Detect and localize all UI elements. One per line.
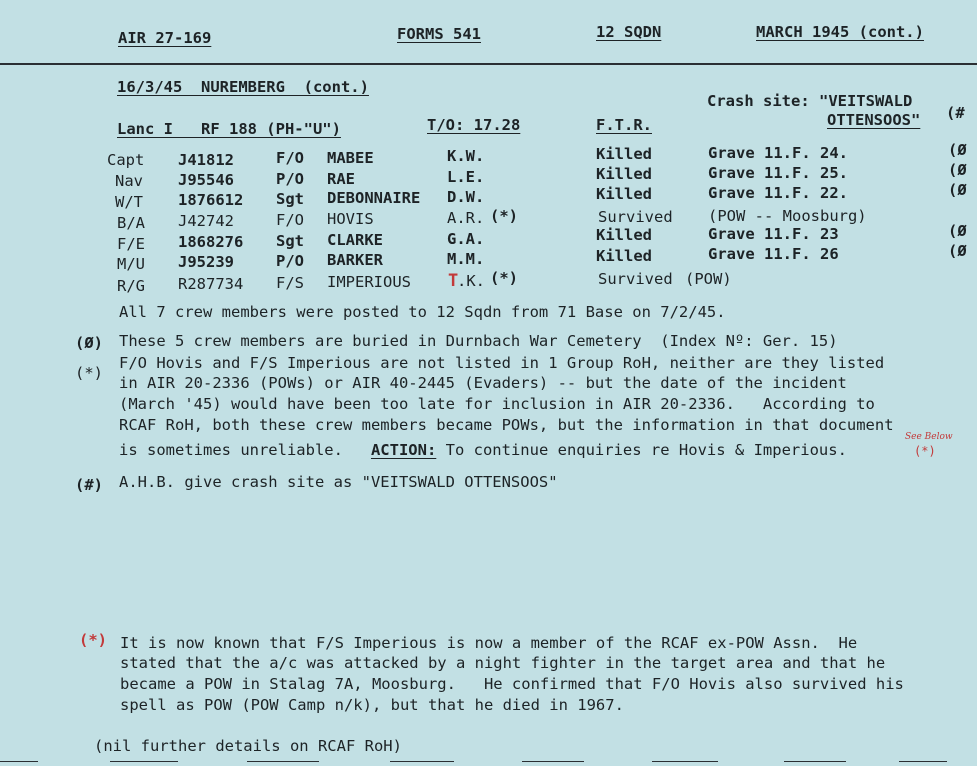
crew-rank: F/O xyxy=(276,211,304,229)
crew-rank: P/O xyxy=(276,252,304,270)
crew-rank: F/O xyxy=(276,149,304,167)
crew-role: W/T xyxy=(115,193,143,211)
form-dash xyxy=(784,761,846,762)
crew-initials: M.M. xyxy=(447,250,485,268)
buried-marker: (Ø) xyxy=(75,334,103,352)
crew-rank: P/O xyxy=(276,170,304,188)
form-dash xyxy=(247,761,319,762)
crew-fate: Killed xyxy=(596,226,652,244)
crew-role: Nav xyxy=(115,172,143,190)
crew-surname: IMPERIOUS xyxy=(327,273,411,291)
crew-role: R/G xyxy=(117,277,145,295)
form-dash xyxy=(110,761,178,762)
crew-fate: Killed xyxy=(596,145,652,163)
crash-site-line1: Crash site: "VEITSWALD xyxy=(707,92,913,110)
buried-note: These 5 crew members are buried in Durnbach War Cemetery (Index Nº: Ger. 15) xyxy=(119,332,838,350)
star-note-line xyxy=(119,440,847,461)
crew-fate: Survived xyxy=(598,208,673,226)
hash-note: A.H.B. give crash site as "VEITSWALD OTTENSOOS" xyxy=(119,473,558,491)
crew-star-mark: (*) xyxy=(490,207,518,225)
later-note-line: became a POW in Stalag 7A, Moosburg. He confirmed that F/O Hovis also survived his xyxy=(120,675,904,693)
crew-detail: Grave 11.F. 22. xyxy=(708,184,848,202)
red-correction-mark: T xyxy=(448,271,459,291)
crew-rank: Sgt xyxy=(276,190,304,208)
footer-note: (nil further details on RCAF RoH) xyxy=(94,737,402,755)
later-note-line: spell as POW (POW Camp n/k), but that he died in 1967. xyxy=(120,696,624,714)
action-text: To continue enquiries re Hovis & Imperious. xyxy=(436,441,847,459)
later-marker: (*) xyxy=(79,631,107,649)
crew-fate: Survived xyxy=(598,270,673,288)
star-note-line: F/O Hovis and F/S Imperious are not listed in 1 Group RoH, neither are they listed xyxy=(119,354,885,372)
crew-fate: Killed xyxy=(596,165,652,183)
crew-initials: .K. xyxy=(457,272,485,290)
crew-detail: Grave 11.F. 26 xyxy=(708,245,839,263)
crew-note: (Ø xyxy=(948,242,967,260)
crew-role: Capt xyxy=(107,151,145,169)
crew-detail: (POW) xyxy=(685,270,732,288)
header-rule xyxy=(0,63,977,65)
crew-posted-note: All 7 crew members were posted to 12 Sqdn from 71 Base on 7/2/45. xyxy=(119,303,726,321)
star-note-line: RCAF RoH, both these crew members became POWs, but the information in that document xyxy=(119,416,894,434)
crew-initials: G.A. xyxy=(447,230,485,248)
ftr-heading: F.T.R. xyxy=(596,116,652,134)
crew-number: J41812 xyxy=(178,151,234,169)
crew-note: (Ø xyxy=(948,141,967,159)
crew-fate: Killed xyxy=(596,247,652,265)
crew-rank: Sgt xyxy=(276,232,304,250)
crew-number: J95546 xyxy=(178,171,234,189)
crew-surname: CLARKE xyxy=(327,231,383,249)
crew-fate: Killed xyxy=(596,185,652,203)
crew-initials: K.W. xyxy=(447,147,485,165)
crash-site-line2: OTTENSOOS" xyxy=(827,111,921,129)
handwritten-star: (*) xyxy=(914,444,936,458)
handwritten-see-below: See Below xyxy=(905,432,953,442)
crew-number: 1876612 xyxy=(178,191,244,209)
crew-surname: DEBONNAIRE xyxy=(327,189,421,207)
star-note-line: (March '45) would have been too late for inclusion in AIR 20-2336. According to xyxy=(119,395,875,413)
form-dash xyxy=(899,761,947,762)
crew-initials: L.E. xyxy=(447,168,485,186)
action-label: ACTION: xyxy=(370,441,437,459)
crew-note: (Ø xyxy=(948,181,967,199)
crew-role: F/E xyxy=(117,235,145,253)
crew-note: (Ø xyxy=(948,222,967,240)
star-marker: (*) xyxy=(75,364,103,382)
crew-number: 1868276 xyxy=(178,233,244,251)
form-dash xyxy=(652,761,718,762)
star-note-tail: is sometimes unreliable. xyxy=(119,441,343,459)
form-dash xyxy=(390,761,454,762)
later-note-line: It is now known that F/S Imperious is now a member of the RCAF ex-POW Assn. He xyxy=(120,634,858,652)
crew-role: M/U xyxy=(117,255,145,273)
crew-rank: F/S xyxy=(276,274,304,292)
later-note-line: stated that the a/c was attacked by a night fighter in the target area and that he xyxy=(120,654,886,672)
form-dash xyxy=(522,761,584,762)
crew-detail: Grave 11.F. 25. xyxy=(708,164,848,182)
crew-note: (Ø xyxy=(948,161,967,179)
takeoff-time: T/O: 17.28 xyxy=(427,116,521,134)
forms-reference: FORMS 541 xyxy=(397,25,481,43)
squadron-label: 12 SQDN xyxy=(596,23,662,41)
crew-number: R287734 xyxy=(178,275,244,293)
crew-surname: RAE xyxy=(327,170,355,188)
crew-surname: MABEE xyxy=(327,149,374,167)
month-label: MARCH 1945 (cont.) xyxy=(756,23,924,41)
star-note-line: in AIR 20-2336 (POWs) or AIR 40-2445 (Evaders) -- but the date of the incident xyxy=(119,374,847,392)
crew-initials: D.W. xyxy=(447,188,485,206)
aircraft-id: Lanc I RF 188 (PH-"U") xyxy=(117,120,341,138)
crew-initials: A.R. xyxy=(447,209,485,227)
hash-marker: (#) xyxy=(75,476,103,494)
crew-role: B/A xyxy=(117,214,145,232)
crash-site-marker: (# xyxy=(946,104,965,122)
crew-detail: (POW -- Moosburg) xyxy=(708,207,867,225)
crew-surname: BARKER xyxy=(327,251,383,269)
raid-date-target: 16/3/45 NUREMBERG (cont.) xyxy=(117,78,369,96)
form-dash xyxy=(0,761,38,762)
crew-number: J95239 xyxy=(178,253,234,271)
crew-detail: Grave 11.F. 24. xyxy=(708,144,848,162)
crew-surname: HOVIS xyxy=(327,210,374,228)
crew-star-mark: (*) xyxy=(490,269,518,287)
crew-number: J42742 xyxy=(178,212,234,230)
air-reference: AIR 27-169 xyxy=(118,29,212,47)
crew-detail: Grave 11.F. 23 xyxy=(708,225,839,243)
